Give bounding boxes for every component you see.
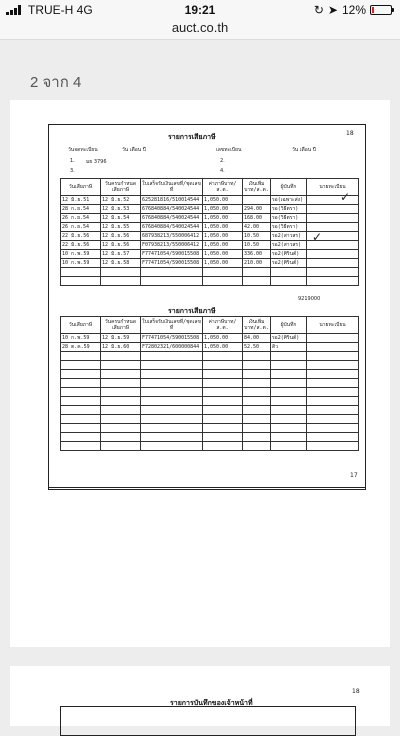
table-cell	[61, 397, 101, 406]
table-cell	[271, 370, 307, 379]
table-cell	[307, 277, 359, 286]
table-cell	[101, 433, 141, 442]
table-cell: F77471054/590015508	[141, 250, 203, 259]
table-row	[61, 370, 359, 379]
table-cell: 1,050.00	[203, 343, 243, 352]
table-cell: 12 มิ.ย.59	[101, 334, 141, 343]
table-cell	[101, 268, 141, 277]
table-cell: รอ(เฉพาะส่ง)	[271, 196, 307, 205]
table-cell: 26 ก.ย.54	[61, 223, 101, 232]
table-row	[61, 268, 359, 277]
table-cell	[61, 352, 101, 361]
table-row	[61, 442, 359, 451]
column-header: นายทะเบียน	[307, 179, 359, 196]
address-bar[interactable]: auct.co.th	[0, 20, 400, 40]
table-header-row	[61, 179, 359, 196]
table-cell	[203, 277, 243, 286]
table-cell	[203, 397, 243, 406]
table-cell	[307, 388, 359, 397]
battery-icon	[370, 5, 392, 15]
table-cell	[141, 388, 203, 397]
table-cell	[243, 424, 271, 433]
table-cell	[141, 268, 203, 277]
table-cell: 1,050.00	[203, 232, 243, 241]
table-cell	[141, 397, 203, 406]
table-cell	[307, 424, 359, 433]
table-cell	[243, 442, 271, 451]
table-cell	[141, 415, 203, 424]
table-cell	[203, 406, 243, 415]
table-cell	[61, 277, 101, 286]
table-cell	[101, 277, 141, 286]
table-header-row	[61, 317, 359, 334]
table-cell	[307, 268, 359, 277]
table-cell: 26 ก.ย.54	[61, 214, 101, 223]
footer-number: 17	[350, 472, 358, 479]
table-cell: 84.00	[243, 334, 271, 343]
table-cell	[243, 196, 271, 205]
battery-label: 12%	[341, 3, 366, 17]
table-cell	[203, 379, 243, 388]
table-cell	[307, 379, 359, 388]
table-cell	[307, 250, 359, 259]
next-page-title: รายการบันทึกของเจ้าหน้าที่	[170, 699, 253, 707]
table-cell	[307, 397, 359, 406]
table-cell	[61, 268, 101, 277]
table-cell: 1,050.00	[203, 250, 243, 259]
line-4-number: 4.	[220, 168, 225, 174]
line-3-number: 3.	[70, 168, 75, 174]
table-cell	[203, 352, 243, 361]
table-cell: 336.00	[243, 250, 271, 259]
table-cell	[271, 379, 307, 388]
table-cell: 294.00	[243, 205, 271, 214]
table-cell	[271, 424, 307, 433]
table-cell	[243, 379, 271, 388]
battery-fill	[372, 7, 374, 13]
table-cell	[307, 334, 359, 343]
table-cell	[203, 361, 243, 370]
table-cell	[243, 406, 271, 415]
table-cell	[307, 259, 359, 268]
status-bar	[0, 0, 400, 20]
column-header: วันครบกำหนดเสียภาษี	[101, 317, 141, 334]
status-right	[314, 3, 392, 17]
table-cell: รอ(วิธีตรา)	[271, 223, 307, 232]
table-cell	[271, 415, 307, 424]
table-cell: รอ2(ศิรินต์)	[271, 334, 307, 343]
document-page[interactable]	[10, 100, 390, 647]
table-cell: 676840884/540024544	[141, 214, 203, 223]
table-cell: 10 ก.พ.59	[61, 250, 101, 259]
rotation-lock-icon: ↻	[313, 3, 324, 17]
table-row	[61, 388, 359, 397]
page-number: 18	[346, 130, 354, 137]
column-header: ค่าภาษีบาท/ส.ต.	[203, 179, 243, 196]
table-row	[61, 397, 359, 406]
table-cell	[101, 388, 141, 397]
table-cell: 10.50	[243, 232, 271, 241]
table-cell: 210.00	[243, 259, 271, 268]
document-title: รายการเสียภาษี	[168, 133, 216, 141]
table-cell	[307, 415, 359, 424]
column-header: เงินเพิ่มบาท/ส.ต.	[243, 317, 271, 334]
table-row	[61, 433, 359, 442]
table-cell	[307, 361, 359, 370]
line-2-number: 2.	[220, 158, 225, 164]
table-cell: 10 ก.พ.59	[61, 259, 101, 268]
table-cell: 1,050.00	[203, 205, 243, 214]
reg-no-fields: วัน เดือน ปี	[292, 147, 316, 153]
table-cell: รอ(วิธีตรา)	[271, 214, 307, 223]
next-document-page[interactable]	[10, 666, 390, 726]
table-cell: 625281816/510014544	[141, 196, 203, 205]
table-cell	[61, 442, 101, 451]
clock: 19:21	[184, 3, 216, 17]
table-cell: 12 มิ.ย.51	[61, 196, 101, 205]
table-cell	[101, 424, 141, 433]
table-cell: 28 ต.ค.59	[61, 343, 101, 352]
table-cell: 10 ก.พ.59	[61, 334, 101, 343]
table-cell: 12 มิ.ย.60	[101, 343, 141, 352]
table-cell	[61, 388, 101, 397]
table-cell: 12 มิ.ย.58	[101, 259, 141, 268]
table-cell: 676840884/540024544	[141, 205, 203, 214]
table-cell	[61, 415, 101, 424]
second-section-title: รายการเสียภาษี	[168, 307, 216, 315]
table-cell	[101, 406, 141, 415]
table-cell	[101, 397, 141, 406]
column-header: วันครบกำหนดเสียภาษี	[101, 179, 141, 196]
table-cell	[307, 352, 359, 361]
table-cell: 42.00	[243, 223, 271, 232]
table-cell: 1,050.00	[203, 334, 243, 343]
table-cell: ดิว	[271, 343, 307, 352]
table-cell: 22 มิ.ย.56	[61, 241, 101, 250]
table-cell: F77471054/590015508	[141, 334, 203, 343]
carrier-label: TRUE-H 4G	[28, 3, 93, 17]
table-row	[61, 352, 359, 361]
table-row	[61, 406, 359, 415]
table-cell	[101, 370, 141, 379]
table-cell	[271, 433, 307, 442]
table-cell: 12 มิ.ย.55	[101, 223, 141, 232]
table-row	[61, 361, 359, 370]
table-cell	[271, 406, 307, 415]
table-cell: 168.00	[243, 214, 271, 223]
table-cell: 28 ก.ย.54	[61, 205, 101, 214]
table-cell: F77471054/590015508	[141, 259, 203, 268]
table-cell	[307, 442, 359, 451]
table-cell	[203, 433, 243, 442]
table-cell	[101, 352, 141, 361]
table-row	[61, 277, 359, 286]
table-cell	[243, 352, 271, 361]
table-cell: รอ2(ศิรินต์)	[271, 250, 307, 259]
table-cell	[243, 361, 271, 370]
table-cell: F07938213/550006412	[141, 241, 203, 250]
table-cell: 12 มิ.ย.54	[101, 214, 141, 223]
table-cell	[243, 397, 271, 406]
table-cell	[271, 397, 307, 406]
table-cell	[203, 424, 243, 433]
table-row	[61, 196, 359, 205]
table-cell	[203, 415, 243, 424]
table-cell	[203, 268, 243, 277]
table-cell	[243, 433, 271, 442]
check-mark: ✓	[340, 190, 351, 204]
table-cell	[203, 442, 243, 451]
table-cell	[203, 388, 243, 397]
reg-date-label: วันจดทะเบียน	[68, 147, 98, 153]
column-header: วันเสียภาษี	[61, 179, 101, 196]
table-cell	[307, 406, 359, 415]
table-cell	[101, 415, 141, 424]
table-cell	[307, 370, 359, 379]
table-cell	[141, 442, 203, 451]
table-cell	[61, 379, 101, 388]
table-row	[61, 424, 359, 433]
table-cell	[243, 415, 271, 424]
table-row	[61, 259, 359, 268]
table-cell: รอ2(สาวสร)	[271, 232, 307, 241]
table-cell	[271, 352, 307, 361]
line-1-value: มย 3796	[86, 159, 107, 165]
table-cell	[141, 433, 203, 442]
location-icon: ➤	[327, 3, 338, 17]
column-header: ใบเสร็จรับเงินเลขที่/ชุดเลขที่	[141, 317, 203, 334]
table-cell	[243, 268, 271, 277]
table-row	[61, 379, 359, 388]
table-cell: 12 มิ.ย.57	[101, 250, 141, 259]
table-cell: 1,050.00	[203, 196, 243, 205]
table-cell	[141, 370, 203, 379]
table-cell	[243, 388, 271, 397]
table-cell	[271, 277, 307, 286]
table-cell: 12 มิ.ย.53	[101, 205, 141, 214]
table-cell	[307, 205, 359, 214]
table-cell: 1,050.00	[203, 259, 243, 268]
table-cell	[61, 361, 101, 370]
table-cell	[141, 352, 203, 361]
table-cell	[141, 361, 203, 370]
next-page-number: 18	[352, 688, 360, 695]
stamp-number: 9219000	[298, 296, 321, 302]
table-cell	[307, 214, 359, 223]
reg-date-fields: วัน เดือน ปี	[122, 147, 146, 153]
table-cell: 687938213/550006412	[141, 232, 203, 241]
table-row	[61, 343, 359, 352]
table-cell: 12 มิ.ย.52	[101, 196, 141, 205]
table-row	[61, 334, 359, 343]
table-cell: 676840884/540024544	[141, 223, 203, 232]
table-cell	[61, 370, 101, 379]
table-cell	[61, 433, 101, 442]
check-mark: ✓	[312, 230, 323, 244]
table-cell: 52.50	[243, 343, 271, 352]
table-cell: 1,050.00	[203, 241, 243, 250]
column-header: นายทะเบียน	[307, 317, 359, 334]
table-cell: รอ(วิธีตรา)	[271, 205, 307, 214]
table-cell	[271, 361, 307, 370]
column-header: ผู้บันทึก	[271, 317, 307, 334]
table-row	[61, 214, 359, 223]
table-cell	[141, 424, 203, 433]
table-cell	[271, 388, 307, 397]
table-cell	[243, 277, 271, 286]
table-cell	[243, 370, 271, 379]
table-cell	[141, 379, 203, 388]
table-cell: รอ2(ศิรินต์)	[271, 259, 307, 268]
table-cell	[271, 442, 307, 451]
table-cell	[307, 433, 359, 442]
page-indicator: 2 จาก 4	[30, 74, 82, 91]
table-row	[61, 250, 359, 259]
table-cell: 12 มิ.ย.56	[101, 232, 141, 241]
tax-table-2	[60, 316, 359, 451]
table-cell	[307, 196, 359, 205]
table-cell	[101, 361, 141, 370]
column-header: ค่าภาษีบาท/ส.ต.	[203, 317, 243, 334]
table-cell: 22 มิ.ย.56	[61, 232, 101, 241]
table-cell	[61, 424, 101, 433]
table-cell	[203, 370, 243, 379]
table-cell	[141, 406, 203, 415]
table-cell: รอ2(สาวสร)	[271, 241, 307, 250]
table-cell: 1,050.00	[203, 223, 243, 232]
table-cell	[101, 442, 141, 451]
table-cell	[141, 277, 203, 286]
column-header: ใบเสร็จรับเงินเลขที่/ชุดเลขที่	[141, 179, 203, 196]
table-row	[61, 415, 359, 424]
table-cell: 12 มิ.ย.56	[101, 241, 141, 250]
table-cell	[101, 379, 141, 388]
table-cell	[271, 268, 307, 277]
table-cell: 10.50	[243, 241, 271, 250]
table-cell: 1,050.00	[203, 214, 243, 223]
column-header: ผู้บันทึก	[271, 179, 307, 196]
column-header: วันเสียภาษี	[61, 317, 101, 334]
table-cell: F72802321/600000844	[141, 343, 203, 352]
table-cell	[61, 406, 101, 415]
line-1-number: 1.	[70, 158, 75, 164]
column-header: เงินเพิ่มบาท/ส.ต.	[243, 179, 271, 196]
reg-no-label: เลขทะเบียน	[216, 147, 242, 153]
table-row	[61, 205, 359, 214]
table-cell	[307, 343, 359, 352]
